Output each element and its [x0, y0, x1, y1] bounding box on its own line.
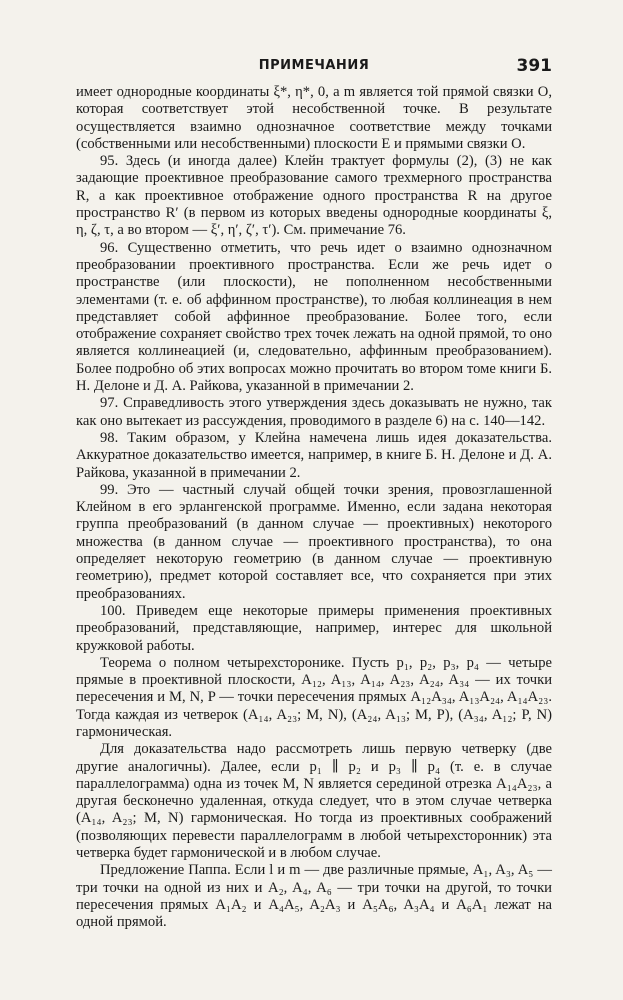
- page: [76, 58, 552, 932]
- note-96: 96. Существенно отметить, что речь идет о взаимно однозначном преобразовании проективного пространства. Если же речь идет о пространстве (или плоскости), не пополненном несобственными элементами (т. е. об аффинном пространстве), то любая коллинеация в нем представляет собой аффинное преобразование. Более того, если отображение сохраняет свойство трех точек лежать на одной прямой, то оно является коллинеацией (и, следовательно, аффинным преобразованием). Более подробно об этих вопросах можно прочитать во втором томе книги Б. Н. Делоне и Д. А. Райкова, указанной в примечании 2.: [76, 239, 552, 395]
- note-97: 97. Справедливость этого утверждения здесь доказывать не нужно, так как оно вытекает из рассуждения, проводимого в разделе 6) на с. 140—142.: [76, 395, 552, 429]
- note-100: 100. Приведем еще некоторые примеры применения проективных преобразований, представляющие, например, интерес для школьной кружковой работы.: [76, 602, 552, 654]
- pappus-proposition: Предложение Паппа. Если l и m — две различные прямые, A₁, A₃, A₅ — три точки на одной из них и A₂, A₄, A₆ — три точки на другой, то точки пересечения прямых A₁A₂ и A₄A₅, A₂A₃ и A₅A₆, A₃A₄ и A₆A₁ лежат на одной прямой.: [76, 862, 552, 931]
- running-header: [76, 58, 552, 84]
- theorem-quadrilateral: Теорема о полном четырехсторонике. Пусть p₁, p₂, p₃, p₄ — четыре прямые в проективной плоскости, A₁₂, A₁₃, A₁₄, A₂₃, A₂₄, A₃₄ — их точки пересечения и M, N, P — точки пересечения прямых A₁₂A₃₄, A₁₃A₂₄, A₁₄A₂₃. Тогда каждая из четверок (A₁₄, A₂₃; M, N), (A₂₄, A₁₃; M, P), (A₃₄, A₁₂; P, N) гармоническая.: [76, 654, 552, 740]
- paragraph: имеет однородные координаты ξ*, η*, 0, а m является той прямой связки O, которая соответствует этой несобственной точке. В результате осуществляется взаимно однозначное соответствие между точками (собственными или несобственными) плоскости E и прямыми связки O.: [76, 84, 552, 152]
- body-text: [76, 84, 552, 932]
- note-95: 95. Здесь (и иногда далее) Клейн трактует формулы (2), (3) не как задающие проективное преобразование самого трехмерного пространства R, а как проективное отображение одного пространства R на другое пространство R′ (в первом из которых введены однородные координаты ξ, η, ζ, τ, а во втором — ξ′, η′, ζ′, τ′). См. примечание 76.: [76, 153, 552, 239]
- page-number: 391: [516, 56, 552, 76]
- header-title: ПРИМЕЧАНИЯ: [258, 58, 370, 73]
- note-98: 98. Таким образом, у Клейна намечена лишь идея доказательства. Аккуратное доказательство имеется, например, в книге Б. Н. Делоне и Д. А. Райкова, указанной в примечании 2.: [76, 429, 552, 481]
- note-99: 99. Это — частный случай общей точки зрения, провозглашенной Клейном в его эрлангенской программе. Именно, если задана некоторая группа преобразований (в данном случае — проективных) некоторого множества (в данном случае — проективного пространства), то она определяет некоторую геометрию (в данном случае — проективную геометрию), предмет которой составляет все, что сохраняется при этих преобразованиях.: [76, 481, 552, 602]
- proof-paragraph: Для доказательства надо рассмотреть лишь первую четверку (две другие аналогичны). Далее, если p₁ ∥ p₂ и p₃ ∥ p₄ (т. е. в случае параллелограмма) одна из точек M, N является серединой отрезка A₁₄A₂₃, а другая бесконечно удаленная, откуда следует, что в этом случае четверка (A₁₄, A₂₃; M, N) гармоническая. Но тогда из проективных соображений (позволяющих перевести параллелограмм в любой четырехсторонник) эта четверка будет гармонической и в любом случае.: [76, 741, 552, 862]
